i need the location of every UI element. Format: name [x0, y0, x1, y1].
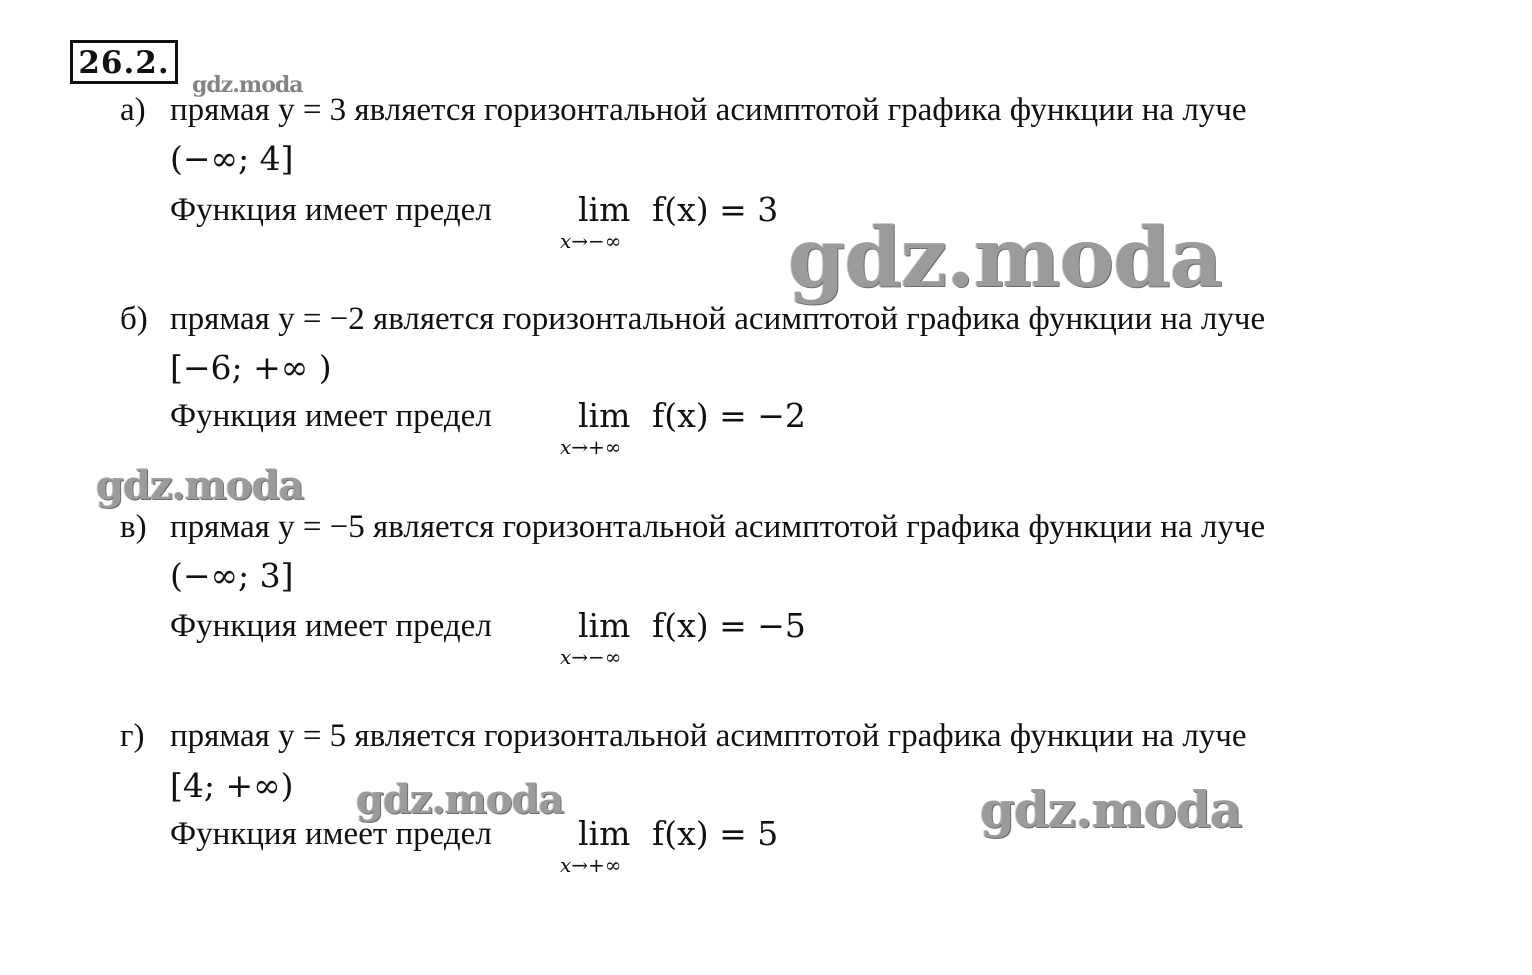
lim-expression: f(x) = −5 — [652, 606, 806, 645]
watermark-small: gdz.moda — [192, 72, 303, 98]
problem-number: 26.2. — [70, 40, 178, 84]
lim-subscript: x→+∞ — [560, 435, 622, 459]
item-statement: прямая y = 3 является горизонтальной асимптотой графика функции на луче — [170, 92, 1247, 128]
limit-text: Функция имеет предел — [170, 816, 492, 852]
lim-subscript: x→−∞ — [560, 645, 622, 669]
item-interval: (−∞; 3] — [170, 556, 294, 595]
lim-expression: f(x) = 5 — [652, 814, 779, 853]
item-v — [0, 507, 1532, 707]
watermark-bottom-right: gdz.moda — [980, 780, 1242, 839]
lim-word: lim — [578, 396, 631, 435]
item-letter: б) — [120, 301, 148, 337]
item-a — [0, 90, 1532, 290]
lim-expression: f(x) = 3 — [652, 190, 779, 229]
lim-subscript: x→−∞ — [560, 229, 622, 253]
item-statement: прямая y = 5 является горизонтальной асимптотой графика функции на луче — [170, 718, 1247, 754]
item-letter: г) — [120, 718, 145, 754]
lim-word: lim — [578, 814, 631, 853]
item-interval: [−6; +∞ ) — [170, 348, 332, 387]
watermark-bottom-mid: gdz.moda — [356, 776, 564, 823]
item-g — [0, 716, 1532, 916]
limit-text: Функция имеет предел — [170, 398, 492, 434]
watermark-large: gdz.moda — [788, 210, 1222, 306]
item-statement: прямая y = −2 является горизонтальной асимптотой графика функции на луче — [170, 301, 1266, 337]
item-letter: а) — [120, 92, 146, 128]
limit-text: Функция имеет предел — [170, 608, 492, 644]
item-interval: (−∞; 4] — [170, 139, 294, 178]
lim-subscript: x→+∞ — [560, 853, 622, 877]
lim-word: lim — [578, 190, 631, 229]
lim-word: lim — [578, 606, 631, 645]
limit-text: Функция имеет предел — [170, 192, 492, 228]
watermark-left: gdz.moda — [96, 462, 304, 509]
lim-expression: f(x) = −2 — [652, 396, 806, 435]
item-letter: в) — [120, 509, 147, 545]
item-statement: прямая y = −5 является горизонтальной асимптотой графика функции на луче — [170, 509, 1266, 545]
item-interval: [4; +∞) — [170, 766, 294, 805]
